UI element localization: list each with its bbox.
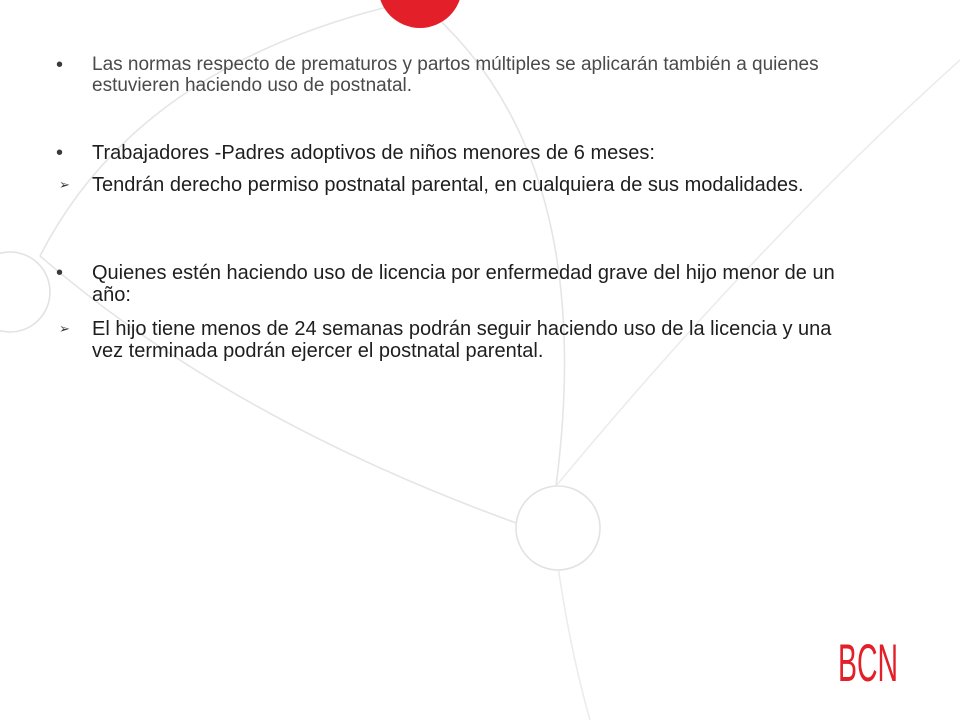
decor-line-top-left	[40, 0, 417, 256]
bullet-dot: •	[56, 54, 64, 76]
bullet-text-2: Trabajadores -Padres adoptivos de niños menores de 6 meses:	[92, 142, 655, 164]
bullet-item-1	[56, 54, 856, 96]
arrow-bullet-icon: ➢	[59, 177, 70, 192]
sub-item-2	[56, 318, 856, 362]
decor-circle-red	[378, 0, 462, 28]
sub-text-1: Tendrán derecho permiso postnatal parental, en cualquiera de sus modalidades.	[92, 174, 804, 196]
bcn-logo	[836, 632, 900, 693]
bullet-item-2	[56, 142, 856, 164]
bullet-text-1: Las normas respecto de prematuros y partos múltiples se aplicarán también a quienes estuvieren haciendo uso de postnatal.	[92, 54, 819, 96]
bullet-text-3: Quienes estén haciendo uso de licencia por enfermedad grave del hijo menor de un año:	[92, 262, 835, 306]
sub-item-1	[56, 174, 856, 196]
bullet-dot: •	[56, 262, 64, 284]
bullet-dot: •	[56, 142, 64, 164]
bcn-logo-text: BCN	[838, 634, 898, 693]
decor-circle-bottom	[516, 486, 600, 570]
decor-circle-left	[0, 252, 50, 332]
decor-line-bottom	[558, 566, 590, 720]
sub-text-2: El hijo tiene menos de 24 semanas podrán seguir haciendo uso de la licencia y una vez terminada podrán ejercer el postnatal parental.	[92, 318, 832, 362]
bullet-item-3	[56, 262, 856, 306]
arrow-bullet-icon: ➢	[59, 321, 70, 336]
